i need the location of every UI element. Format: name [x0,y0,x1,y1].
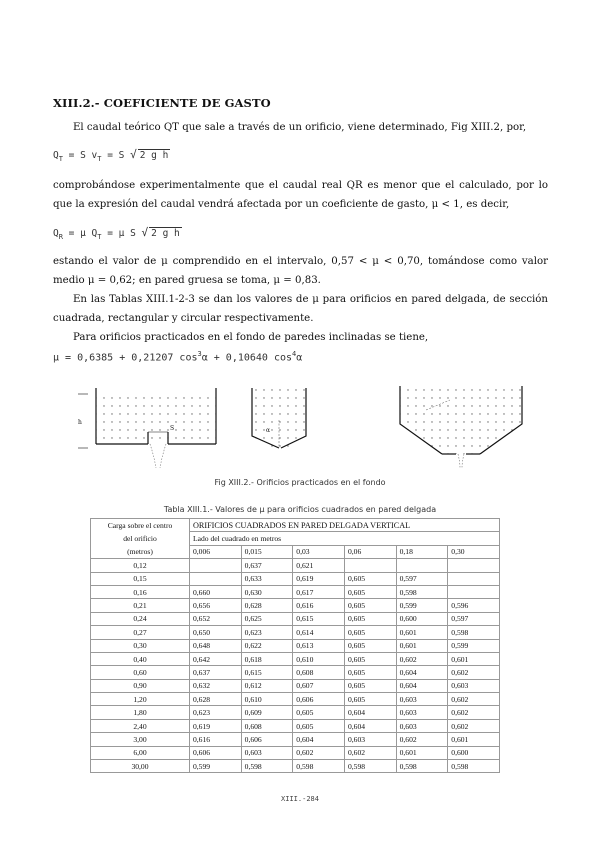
coefficient-cell: 0,628 [241,599,293,612]
coefficient-cell: 0,596 [448,599,500,612]
coefficient-cell: 0,623 [189,706,241,719]
coefficient-cell: 0,597 [396,572,448,585]
coefficient-cell: 0,606 [293,693,345,706]
coefficient-cell: 0,599 [396,599,448,612]
table-row [91,719,500,732]
coefficient-cell [448,585,500,598]
head-value-cell: 0,24 [91,612,190,625]
coefficient-cell: 0,597 [448,612,500,625]
label-s: S [170,425,175,432]
coefficient-cell: 0,604 [396,666,448,679]
paragraph-3: estando el valor de μ comprendido en el intervalo, 0,57 < μ < 0,70, tomándose como valor medio μ = 0,62; en pared gruesa se toma, μ = 0,83. [53,256,548,286]
coefficient-cell: 0,604 [344,706,396,719]
coefficient-cell: 0,660 [189,585,241,598]
coefficient-cell: 0,598 [293,760,345,773]
coefficient-cell [189,559,241,572]
table-row [91,746,500,759]
coefficient-cell: 0,618 [241,652,293,665]
coefficient-cell: 0,605 [293,719,345,732]
label-h: h [78,419,82,426]
figure-caption: Fig XIII.2.- Orificios practicados en el fondo [214,478,386,487]
head-value-cell: 0,15 [91,572,190,585]
coefficient-cell: 0,603 [241,746,293,759]
table-row [91,559,500,572]
coefficient-cell: 0,605 [344,585,396,598]
head-value-cell: 2,40 [91,719,190,732]
table-header-row-2 [91,532,500,545]
coefficient-cell: 0,609 [241,706,293,719]
head-value-cell: 1,80 [91,706,190,719]
formula-qr: $Q_R = \mu$ $Q_T = \mu$ S √ 2 g h [53,226,180,241]
formula-qt: $Q_T = S$ $v_T = S$ √ 2 g h [53,148,169,163]
coefficient-cell: 0,603 [344,733,396,746]
head-value-cell: 0,90 [91,679,190,692]
page-number: XIII.-284 [281,795,319,803]
coefficient-cell: 0,602 [448,693,500,706]
coefficient-cell: 0,600 [396,612,448,625]
coefficient-cell [344,559,396,572]
coefficient-cell: 0,605 [344,599,396,612]
coefficient-cell: 0,602 [448,719,500,732]
column-header: 0,03 [293,545,345,558]
coefficient-cell: 0,606 [189,746,241,759]
coefficient-cell: 0,605 [344,572,396,585]
label-alpha: α [266,427,271,434]
coefficient-cell: 0,650 [189,626,241,639]
figure-hopper-bottom [400,386,522,468]
head-value-cell: 0,21 [91,599,190,612]
table-row [91,706,500,719]
table-row [91,760,500,773]
head-value-cell: 0,60 [91,666,190,679]
coefficient-cell: 0,605 [293,706,345,719]
table-header-row-1 [91,519,500,532]
coefficient-cell: 0,619 [293,572,345,585]
coefficient-cell: 0,613 [293,639,345,652]
coefficient-cell: 0,604 [293,733,345,746]
coefficient-cell: 0,623 [241,626,293,639]
coefficients-table [90,518,500,773]
coefficient-cell: 0,616 [293,599,345,612]
table-row [91,639,500,652]
coefficient-cell: 0,602 [396,652,448,665]
coefficient-cell: 0,615 [241,666,293,679]
coefficient-cell: 0,614 [293,626,345,639]
coefficient-cell: 0,605 [344,652,396,665]
coefficient-cell: 0,601 [396,639,448,652]
coefficient-cell: 0,621 [293,559,345,572]
head-value-cell: 1,20 [91,693,190,706]
coefficient-cell: 0,605 [344,666,396,679]
table-row [91,585,500,598]
coefficient-cell: 0,603 [396,719,448,732]
coefficient-cell: 0,617 [293,585,345,598]
coefficient-cell: 0,598 [344,760,396,773]
table-row [91,626,500,639]
coefficient-cell: 0,632 [189,679,241,692]
section-heading: XIII.2.- COEFICIENTE DE GASTO [53,96,271,110]
head-value-cell: 0,30 [91,639,190,652]
coefficient-cell: 0,598 [396,585,448,598]
coefficient-cell [448,572,500,585]
coefficient-cell: 0,637 [189,666,241,679]
coefficient-cell: 0,602 [344,746,396,759]
paragraph-1: El caudal teórico QT que sale a través de un orificio, viene determinado, Fig XIII.2, por, [73,122,527,133]
table-row [91,693,500,706]
head-value-cell: 0,12 [91,559,190,572]
coefficient-cell: 0,599 [189,760,241,773]
coefficient-cell: 0,652 [189,612,241,625]
coefficient-cell: 0,615 [293,612,345,625]
col0-header-line3: (metros) [91,545,190,558]
head-value-cell: 0,40 [91,652,190,665]
table-row [91,599,500,612]
coefficient-cell: 0,605 [344,679,396,692]
coefficient-cell: 0,601 [396,746,448,759]
coefficient-cell: 0,598 [448,760,500,773]
coefficient-cell: 0,637 [241,559,293,572]
figure-flat-bottom [78,388,216,468]
column-header: 0,30 [448,545,500,558]
head-value-cell: 30,00 [91,760,190,773]
coefficient-cell: 0,603 [396,706,448,719]
table-row [91,666,500,679]
col0-header-line1: Carga sobre el centro [91,519,190,532]
orifice-figures [70,380,540,470]
coefficient-cell: 0,628 [189,693,241,706]
coefficient-cell: 0,630 [241,585,293,598]
column-header: 0,006 [189,545,241,558]
coefficient-cell: 0,606 [241,733,293,746]
column-header: 0,18 [396,545,448,558]
paragraph-4: En las Tablas XIII.1-2-3 se dan los valores de μ para orificios en pared delgada, de sección cuadrada, rectangular y circular respectivamente. [53,294,548,324]
coefficient-cell: 0,604 [344,719,396,732]
coefficient-cell: 0,625 [241,612,293,625]
coefficient-cell: 0,605 [344,626,396,639]
coefficient-cell [189,572,241,585]
head-value-cell: 3,00 [91,733,190,746]
table-row [91,612,500,625]
coefficient-cell: 0,642 [189,652,241,665]
coefficient-cell: 0,619 [189,719,241,732]
coefficient-cell: 0,599 [448,639,500,652]
coefficient-cell: 0,607 [293,679,345,692]
head-value-cell: 0,27 [91,626,190,639]
coefficient-cell: 0,610 [293,652,345,665]
coefficient-cell: 0,600 [448,746,500,759]
main-header: ORIFICIOS CUADRADOS EN PARED DELGADA VERTICAL [189,519,499,532]
coefficient-cell: 0,610 [241,693,293,706]
table-row [91,652,500,665]
coefficient-cell [396,559,448,572]
coefficient-cell [448,559,500,572]
coefficient-cell: 0,608 [241,719,293,732]
col0-header-line2: del orificio [91,532,190,545]
coefficient-cell: 0,622 [241,639,293,652]
head-value-cell: 6,00 [91,746,190,759]
table-caption: Tabla XIII.1.- Valores de μ para orificios cuadrados en pared delgada [163,505,437,514]
coefficient-cell: 0,598 [241,760,293,773]
table-header-row-3 [91,545,500,558]
column-header: 0,06 [344,545,396,558]
coefficient-cell: 0,656 [189,599,241,612]
sub-header: Lado del cuadrado en metros [189,532,499,545]
table-row [91,572,500,585]
formula-mu: μ = 0,6385 + 0,21207 $\cos^3\alpha + 0,10640$ $\cos^4\alpha$ [53,350,303,364]
coefficient-cell: 0,602 [293,746,345,759]
table-row [91,679,500,692]
coefficient-cell: 0,605 [344,693,396,706]
paragraph-2: comprobándose experimentalmente que el caudal real QR es menor que el calculado, por lo que la expresión del caudal vendrá afectada por un coeficiente de gasto, μ < 1, es decir, [53,180,548,210]
coefficient-cell: 0,598 [448,626,500,639]
coefficient-cell: 0,612 [241,679,293,692]
coefficient-cell: 0,604 [396,679,448,692]
coefficient-cell: 0,616 [189,733,241,746]
coefficient-cell: 0,603 [396,693,448,706]
coefficient-cell: 0,633 [241,572,293,585]
head-value-cell: 0,16 [91,585,190,598]
coefficient-cell: 0,648 [189,639,241,652]
paragraph-5: Para orificios practicados en el fondo de paredes inclinadas se tiene, [73,332,429,343]
column-header: 0,015 [241,545,293,558]
coefficient-cell: 0,602 [448,666,500,679]
table-row [91,733,500,746]
figure-v-bottom [252,388,306,448]
coefficient-cell: 0,602 [396,733,448,746]
coefficient-cell: 0,605 [344,612,396,625]
coefficient-cell: 0,601 [448,733,500,746]
coefficient-cell: 0,601 [448,652,500,665]
coefficient-cell: 0,605 [344,639,396,652]
coefficient-cell: 0,601 [396,626,448,639]
table-body [91,559,500,773]
coefficient-cell: 0,602 [448,706,500,719]
coefficient-cell: 0,603 [448,679,500,692]
coefficient-cell: 0,598 [396,760,448,773]
coefficient-cell: 0,608 [293,666,345,679]
